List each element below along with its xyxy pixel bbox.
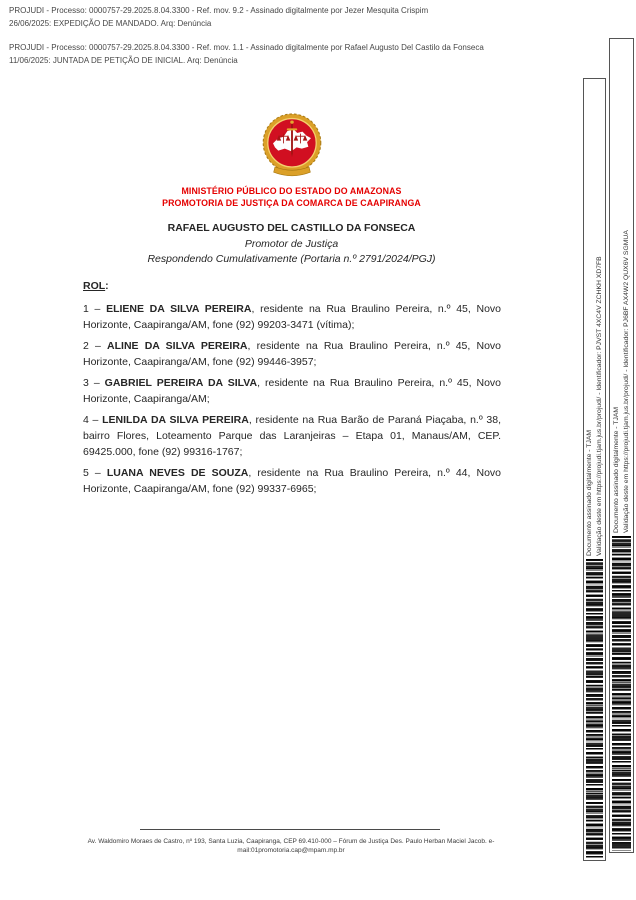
rol-item [83,301,501,333]
prosecutor-assignment: Respondendo Cumulativamente (Portaria n.º 2791/2024/PGJ) [147,253,436,265]
rol-item [83,338,501,370]
rol-item-name: LENILDA DA SILVA PEREIRA [102,414,249,426]
rol-item-details: , residente na Rua Braulino Pereira, n.º 45, Novo Horizonte, Caapiranga/AM, fone (92) 99203-3471 (vítima); [83,303,501,331]
rol-heading-colon: : [105,280,109,292]
footer-divider [140,829,440,830]
rol-item-number: 3 – [83,377,105,389]
rol-item [83,375,501,407]
mpam-seal-icon [259,112,325,184]
rol-item-number: 4 – [83,414,103,426]
projudi-header-block [9,4,569,78]
projudi-header-line2: 26/06/2025: EXPEDIÇÃO DE MANDADO. Arq: Denúncia [9,19,212,28]
rol-item-number: 1 – [83,303,107,315]
projudi-header-line1: PROJUDI - Processo: 0000757-29.2025.8.04.3300 - Ref. mov. 1.1 - Assinado digitalmente por Rafael Augusto Del Castilo da Fonseca [9,43,484,52]
stamp-line1: Documento assinado digitalmente - TJAM [612,406,620,533]
projudi-header-entry [9,4,569,30]
rol-item-number: 5 – [83,467,107,479]
rol-item-name: LUANA NEVES DE SOUZA [106,467,249,479]
barcode [612,536,631,851]
rol-item [83,465,501,497]
stamp-text [612,39,632,536]
rol-item-name: ALINE DA SILVA PEREIRA [107,340,248,352]
rol-item-name: ELIENE DA SILVA PEREIRA [106,303,252,315]
projudi-header-line1: PROJUDI - Processo: 0000757-29.2025.8.04.3300 - Ref. mov. 9.2 - Assinado digitalmente por Jezer Mesquita Crispim [9,6,429,15]
letterhead [83,112,500,209]
stamp-line2: Validação deste em https://projudi.tjam.jus.br/projudi/ - Identificador: PJ6BF AX4W2 QUX6V SGMUA [622,230,630,533]
stamp-line1: Documento assinado digitalmente - TJAM [585,429,593,556]
author-block [83,221,500,268]
barcode [586,559,603,859]
rol-item [83,412,501,460]
footer-address: Av. Waldomiro Moraes de Castro, nº 193, Santa Luzia, Caapiranga, CEP 69.410-000 – Fórum de Justiça Des. Paulo Herban Maciel Jacob. e-mail:01promotoria.cap@mpam.mp.br [87,838,495,854]
stamp-line2: Validação deste em https://projudi.tjam.jus.br/projudi/ - Identificador: PJVST 4XC4V ZCHKH XD7FB [595,256,603,556]
rol-item-name: GABRIEL PEREIRA DA SILVA [104,377,258,389]
rol-item-details: , residente na Rua Braulino Pereira, n.º 45, Novo Horizonte, Caapiranga/AM; [83,377,501,405]
rol-heading [83,280,109,292]
rol-item-details: , residente na Rua Braulino Pereira, n.º 45, Novo Horizonte, Caapiranga/AM, fone (92) 99446-3957; [83,340,501,368]
prosecutor-role: Promotor de Justiça [244,237,339,250]
projudi-header-line2: 11/06/2025: JUNTADA DE PETIÇÃO DE INICIAL. Arq: Denúncia [9,56,238,65]
stamp-text [585,79,605,559]
rol-item-details: , residente na Rua Braulino Pereira, n.º 44, Novo Horizonte, Caapiranga/AM, fone (92) 99337-6965; [83,467,501,495]
letterhead-office-name: PROMOTORIA DE JUSTIÇA DA COMARCA DE CAAPIRANGA [162,197,421,208]
signature-stamp [609,38,634,853]
rol-item-number: 2 – [83,340,108,352]
rol-item-details: , residente na Rua Barão de Paraná Piaçaba, n.º 38, bairro Flores, Loteamento Parque das Laranjeiras – Etapa 01, Manaus/AM, CEP. 69425.000, fone (92) 99316-1767; [83,414,501,458]
projudi-header-entry [9,41,569,67]
rol-heading-word: ROL [83,280,106,292]
letterhead-org-name: MINISTÉRIO PÚBLICO DO ESTADO DO AMAZONAS [181,186,402,196]
rol-list [83,301,501,502]
signature-stamp [583,78,606,861]
prosecutor-name: RAFAEL AUGUSTO DEL CASTILLO DA FONSECA [167,222,416,234]
